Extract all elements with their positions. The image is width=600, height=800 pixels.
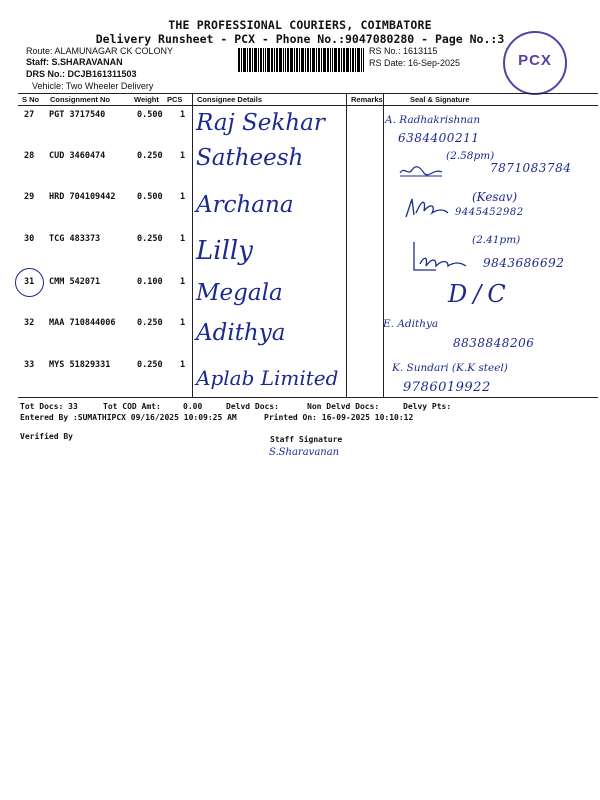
row-pcs: 1 [180,192,186,202]
col-consignee: Consignee Details [197,95,263,104]
row-consignment: HRD 704109442 [49,192,116,202]
col-weight: Weight [134,95,159,104]
row-pcs: 1 [180,234,186,244]
table-header-rule [18,105,598,106]
row-sno: 33 [24,360,35,370]
row-consignee: Raj Sekhar [196,110,325,136]
verified-by: Verified By [20,432,73,441]
row-sig-line2: 7871083784 [490,161,572,175]
row-pcs: 1 [180,277,186,287]
runsheet-subtitle: Delivery Runsheet - PCX - Phone No.:9047080280 - Page No.:3 [95,32,505,46]
row-consignee: Megala [196,280,283,306]
row-weight: 0.250 [137,151,163,161]
vehicle-text: Vehicle: Two Wheeler Delivery [32,81,154,91]
pcx-stamp [503,31,567,95]
staff-text: Staff: S.SHARAVANAN [26,57,123,67]
col-divider [192,94,193,397]
total-docs: Tot Docs: 33 [20,402,78,411]
row-weight: 0.250 [137,360,163,370]
table-bottom-rule [18,397,598,398]
row-sno: 30 [24,234,35,244]
stamp-text: PCX [518,52,552,69]
staff-signature-name: S.Sharavanan [269,447,340,458]
col-divider [346,94,347,397]
printed-on: Printed On: 16-09-2025 10:10:12 [264,413,414,422]
row-sno: 31 [24,277,35,287]
row-pcs: 1 [180,151,186,161]
row-consignee: Aplab Limited [196,366,339,390]
signature-scribble [398,164,444,178]
row-pcs: 1 [180,318,186,328]
col-remarks: Remarks [351,95,383,104]
staff-signature-label: Staff Signature [270,435,343,444]
row-sno: 28 [24,151,35,161]
row-sig-line2: 9786019922 [403,380,491,395]
row-pcs: 1 [180,110,186,120]
barcode-image [238,48,364,72]
row-consignee: Lilly [196,236,253,266]
row-consignment: MAA 710844006 [49,318,116,328]
row-consignment: TCG 483373 [49,234,101,244]
signature-scribble [408,240,468,274]
row-sig-line2: 8838848206 [453,336,535,350]
row-weight: 0.250 [137,318,163,328]
drs-number: DRS No.: DCJB161311503 [26,69,137,79]
row-sig-line1: D/C [448,280,512,308]
row-consignment: CUD 3460474 [49,151,106,161]
row-weight: 0.500 [137,192,163,202]
row-consignee: Archana [196,192,294,218]
rs-number: RS No.: 1613115 [369,46,438,56]
route-text: Route: ALAMUNAGAR CK COLONY [26,46,174,56]
row-consignment: MYS 51829331 [49,360,111,370]
col-divider [383,94,384,397]
row-sig-line1: A. Radhakrishnan [385,114,481,126]
row-sig-line1: (2.58pm) [446,150,495,162]
table-top-rule [18,93,598,94]
row-consignment: CMM 542071 [49,277,101,287]
row-pcs: 1 [180,360,186,370]
total-cod-amount: 0.00 [183,402,203,411]
row-sig-line2: 9843686692 [483,256,565,270]
col-seal-signature: Seal & Signature [410,95,470,104]
delivered-docs: Delvd Docs: [226,402,279,411]
row-sig-line1: E. Adithya [383,318,439,330]
row-weight: 0.250 [137,234,163,244]
row-sno: 27 [24,110,35,120]
row-weight: 0.500 [137,110,163,120]
non-delivered-docs: Non Delvd Docs: [307,402,380,411]
rs-date: RS Date: 16-Sep-2025 [369,58,461,68]
col-sno: S No [22,95,40,104]
row-sig-line2: 6384400211 [398,131,480,145]
row-consignee: Satheesh [196,145,304,171]
entered-by: Entered By :SUMATHIPCX 09/16/2025 10:09:25 AM [20,413,237,422]
row-sig-line1: (2.41pm) [472,234,521,246]
col-consignment: Consignment No [50,95,110,104]
row-consignee: Adithya [196,320,286,346]
delivery-points: Delvy Pts: [403,402,452,411]
row-sno: 29 [24,192,35,202]
row-consignment: PGT 3717540 [49,110,106,120]
company-title: THE PROFESSIONAL COURIERS, COIMBATORE [168,18,432,32]
total-cod-label: Tot COD Amt: [103,402,161,411]
row-sig-line1: (Kesav) [472,190,518,204]
row-sig-line2: 9445452982 [455,207,524,218]
row-sig-line1: K. Sundari (K.K steel) [392,362,508,374]
signature-scribble [402,195,452,221]
row-sno: 32 [24,318,35,328]
row-weight: 0.100 [137,277,163,287]
col-pcs: PCS [167,95,183,104]
